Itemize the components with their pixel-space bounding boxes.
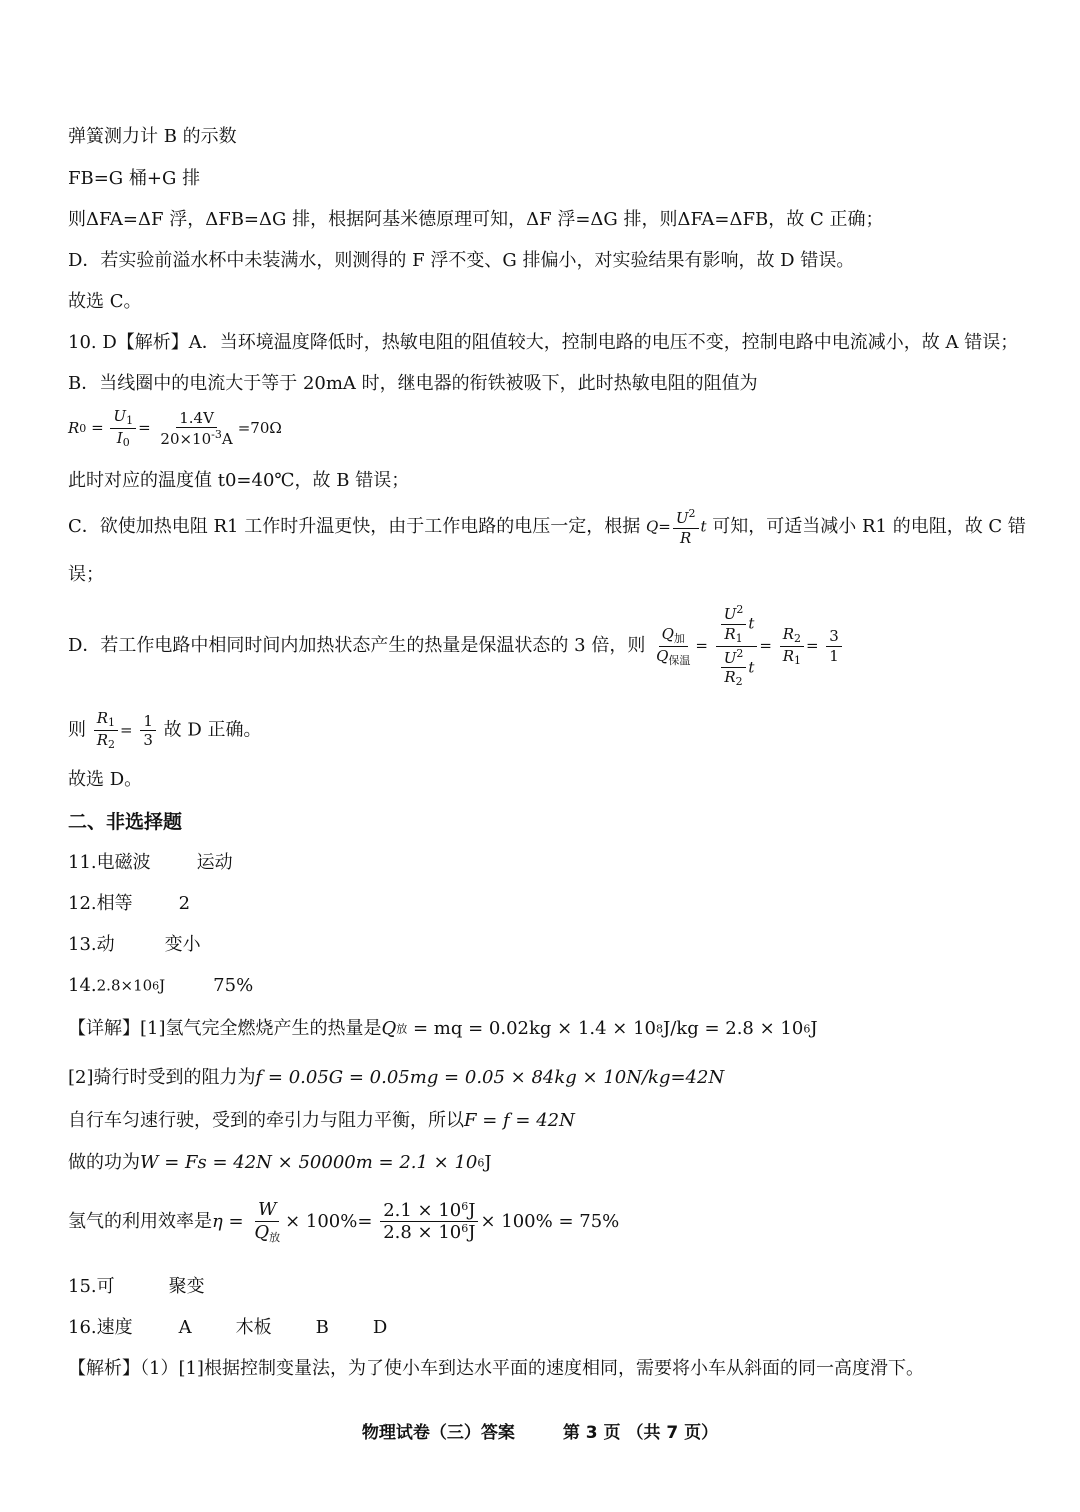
answer-14: 14.2.8×106J 75%: [68, 975, 254, 996]
text-line: 弹簧测力计 B 的示数: [68, 126, 237, 147]
formula-r0: R0 = $\frac{U_1}{I_0}$ = $\frac{1.4V}{20\times 10^{-3}A}$ =70Ω: [68, 407, 282, 450]
text-line: 做的功为W = Fs = 42N × 50000m = 2.1 × 106J: [68, 1152, 492, 1173]
text-line: 则ΔFA=ΔF 浮，ΔFB=ΔG 排，根据阿基米德原理可知，ΔF 浮=ΔG 排，则ΔFA=ΔFB，故 C 正确；: [68, 209, 884, 230]
answer-15: 15.可 聚变: [68, 1276, 205, 1297]
text-line-efficiency: 氢气的利用效率是η = W $Q_放$ × 100%= $\frac{2.1 \times 10^6J}{2.8 \times 10^6J}$ × 100% = 75%: [68, 1199, 620, 1244]
text-line: [2]骑行时受到的阻力为f = 0.05G = 0.05mg = 0.05 × 84kg × 10N/kg=42N: [68, 1067, 725, 1088]
text-line: 自行车匀速行驶，受到的牵引力与阻力平衡，所以F = f = 42N: [68, 1110, 575, 1131]
text-line: D．若实验前溢水杯中未装满水，则测得的 F 浮不变、G 排偏小，对实验结果有影响，故 D 错误。: [68, 250, 855, 271]
text-line: 误；: [68, 564, 104, 585]
answer-13: 13.动 变小: [68, 934, 201, 955]
answer-11: 11.电磁波 运动: [68, 852, 233, 873]
page-footer: [0, 1418, 1080, 1443]
text-line-d: D．若工作电路中相同时间内加热状态产生的热量是保温状态的 3 倍，则 $Q_加$ $Q_{保温}$ = $\frac{U^2}{R_1}$ t $\frac{U^2}{R_2}$ t = $\frac{R_2}{R_1}$ = $\frac{3}{1}$: [68, 604, 844, 688]
text-line-ratio: 则 $\frac{R_1}{R_2}$ = $\frac{1}{3}$ 故 D 正确。: [68, 709, 262, 752]
text-line: FB=G 桶+G 排: [68, 168, 201, 189]
text-line: B．当线圈中的电流大于等于 20mA 时，继电器的衔铁被吸下，此时热敏电阻的阻值为: [68, 373, 758, 394]
text-line-c: C．欲使加热电阻 R1 工作时升温更快，由于工作电路的电压一定，根据 Q= $\frac{U^2}{R}$ t 可知，可适当减小 R1 的电阻，故 C 错: [68, 507, 1026, 547]
footer-title: 物理试卷（三）答案: [361, 1423, 515, 1443]
answer-16: 16.速度 A 木板 B D: [68, 1317, 388, 1338]
text-line: 故选 D。: [68, 769, 143, 790]
text-line: 10. D【解析】A．当环境温度降低时，热敏电阻的阻值较大，控制电路的电压不变，控制电路中电流减小，故 A 错误；: [68, 332, 1019, 353]
text-line: 故选 C。: [68, 291, 142, 312]
text-line: 此时对应的温度值 t0=40℃，故 B 错误；: [68, 470, 410, 491]
footer-page: 第 3 页 （共 7 页）: [562, 1423, 719, 1443]
answer-12: 12.相等 2: [68, 893, 191, 914]
text-line-detail: 【详解】[1]氢气完全燃烧产生的热量是Q放 = mq = 0.02kg × 1.4 × 108J/kg = 2.8 × 106J: [68, 1018, 818, 1039]
text-line: 【解析】（1）[1]根据控制变量法，为了使小车到达水平面的速度相同，需要将小车从斜面的同一高度滑下。: [68, 1358, 924, 1379]
section-heading: 二、非选择题: [68, 811, 183, 833]
